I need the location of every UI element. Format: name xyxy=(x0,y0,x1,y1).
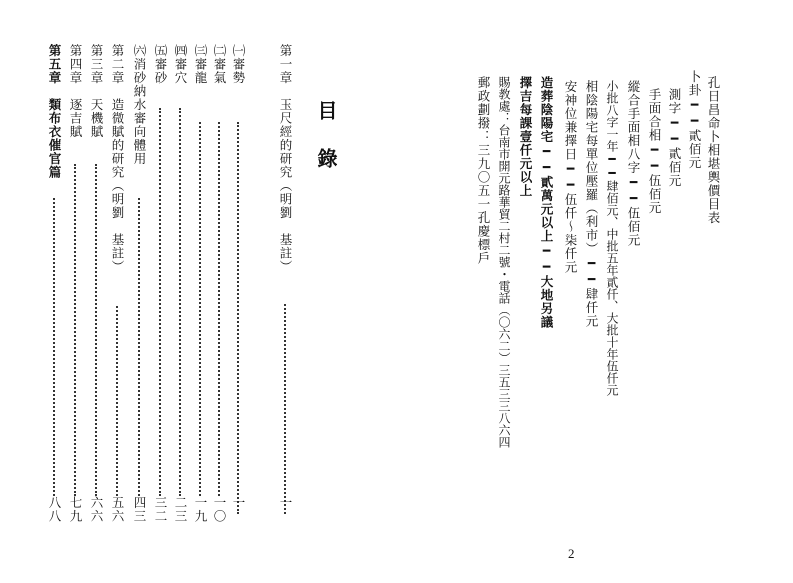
toc-leader xyxy=(53,198,55,496)
toc-leader xyxy=(218,122,220,496)
toc-entry-page: 一 xyxy=(278,496,293,510)
toc-entry-page: 一〇 xyxy=(212,496,227,523)
toc-entry-label: ㈠審勢 xyxy=(231,44,246,85)
toc-entry xyxy=(192,44,208,522)
toc-entry-page: 二三 xyxy=(173,496,188,523)
price-list-line: 卜卦━━貳佰元 xyxy=(687,70,702,170)
price-list-line: 相陰陽宅每單位壓羅（利市）━━肆仟元 xyxy=(584,80,599,328)
toc-entry-label: ㈣審穴 xyxy=(173,44,188,85)
toc-entry-label: ㈢審龍 xyxy=(193,44,208,85)
toc-leader xyxy=(138,198,140,496)
toc-title: 目錄 xyxy=(314,100,338,196)
price-list-line: 造葬陰陽宅━━貳萬元以上━━大地另議 xyxy=(539,76,554,329)
toc-entry-page: 四三 xyxy=(132,496,147,523)
toc-entry-page: 三二 xyxy=(153,496,168,523)
toc-entry-page: 六六 xyxy=(89,496,104,523)
price-list-line: 手面合相━━伍佰元 xyxy=(647,88,662,215)
price-list-line: 擇吉每課壹仟元以上 xyxy=(518,76,533,198)
toc-entry-label: ㈥消砂納水審向體用 xyxy=(132,44,147,166)
toc-leader xyxy=(116,306,118,496)
toc-entry-label: 第一章 玉尺經的研究（明劉 基註） xyxy=(278,44,293,274)
toc-entry xyxy=(88,44,104,522)
toc-leader xyxy=(74,164,76,496)
toc-leader xyxy=(95,164,97,496)
toc-entry-label: 第四章 逐吉賦 xyxy=(68,44,83,139)
toc-leader xyxy=(199,122,201,496)
toc-entry xyxy=(67,44,83,522)
toc-entry-label: ㈡審氣 xyxy=(212,44,227,85)
toc-leader xyxy=(179,108,181,496)
price-list-line: 縱合手面相八字━━伍佰元 xyxy=(626,80,641,247)
toc-entry xyxy=(277,44,293,522)
toc-entry xyxy=(211,44,227,522)
price-list-line: 小批八字一年━━肆佰元、中批五年貳仟、大批十年伍仟元 xyxy=(605,80,619,396)
toc-entry-label: 第二章 造微賦的研究（明劉 基註） xyxy=(110,44,125,274)
toc-entry-page: 五六 xyxy=(110,496,125,523)
toc-leader xyxy=(159,108,161,496)
price-list-title: 孔日昌命卜相堪輿價目表 xyxy=(706,76,721,225)
contact-address: 賜教處：台南市開元路華貿二村二號・電話（〇六二）三五三三八六四 xyxy=(497,76,511,448)
toc-entry xyxy=(152,44,168,522)
price-list-line: 安神位兼擇日━━伍仟～柒仟元 xyxy=(563,80,578,274)
toc-entry-page: 一九 xyxy=(193,496,208,523)
toc-entry xyxy=(172,44,188,522)
toc-entry-label: ㈤審砂 xyxy=(153,44,168,85)
toc-leader xyxy=(237,122,239,514)
page-number: 2 xyxy=(568,546,575,561)
toc-leader xyxy=(284,304,286,514)
toc-entry-page: 七九 xyxy=(68,496,83,523)
toc-entry xyxy=(109,44,125,522)
toc-entry xyxy=(230,44,246,522)
toc-entry xyxy=(46,44,62,522)
postal-account: 郵政劃撥：三九〇五一孔慶標戶 xyxy=(476,76,491,265)
toc-entry-label: 第五章 類布衣催官篇 xyxy=(47,44,62,179)
toc-entry-page: 八八 xyxy=(47,496,62,523)
toc-entry-page: 一 xyxy=(231,496,246,510)
toc-entry-label: 第三章 天機賦 xyxy=(89,44,104,139)
toc-entry xyxy=(131,44,147,522)
price-list-line: 測字━━貳佰元 xyxy=(667,88,682,188)
